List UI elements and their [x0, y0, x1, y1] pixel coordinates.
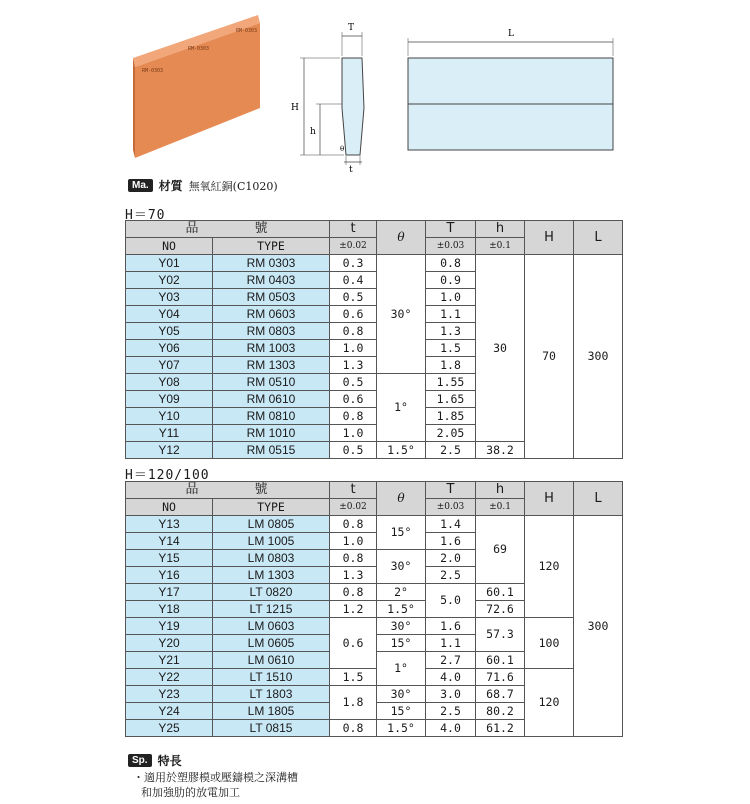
- cell-t: 0.3: [330, 255, 377, 272]
- cell-h: 38.2: [476, 442, 525, 459]
- cell-T: 2.5: [426, 703, 476, 720]
- dim-L-label: L: [508, 29, 514, 39]
- cell-theta: 1.5°: [377, 720, 426, 737]
- cell-t: 0.6: [330, 618, 377, 669]
- cell-no: Y02: [126, 272, 213, 289]
- cell-t: 1.3: [330, 357, 377, 374]
- header-t-tol: ±0.02: [330, 499, 377, 516]
- material-label: 材質: [158, 179, 183, 193]
- cell-theta: 1°: [377, 374, 426, 442]
- header-H: H: [525, 221, 574, 255]
- cell-T: 3.0: [426, 686, 476, 703]
- cell-t: 1.0: [330, 533, 377, 550]
- cell-T: 1.8: [426, 357, 476, 374]
- cell-type: RM 0510: [213, 374, 330, 391]
- cell-t: 1.3: [330, 567, 377, 584]
- cell-type: LT 1510: [213, 669, 330, 686]
- header-pin: 品: [126, 482, 213, 499]
- features-badge: Sp.: [128, 754, 152, 767]
- cell-type: LM 0805: [213, 516, 330, 533]
- cell-type: LM 1303: [213, 567, 330, 584]
- cell-no: Y17: [126, 584, 213, 601]
- header-t-tol: ±0.02: [330, 238, 377, 255]
- cell-T: 2.5: [426, 442, 476, 459]
- cell-T: 0.8: [426, 255, 476, 272]
- header-h: h: [476, 221, 525, 238]
- cell-T: 1.1: [426, 306, 476, 323]
- cell-theta: 15°: [377, 635, 426, 652]
- cell-type: RM 1303: [213, 357, 330, 374]
- cell-no: Y22: [126, 669, 213, 686]
- table-row: [126, 669, 623, 686]
- bar-marking-2: RM-0303: [188, 46, 210, 52]
- cell-type: LM 1005: [213, 533, 330, 550]
- cell-t: 1.8: [330, 686, 377, 720]
- header-type: TYPE: [213, 499, 330, 516]
- section1-heading: H＝70: [125, 208, 166, 223]
- header-T: T: [426, 482, 476, 499]
- cell-T: 2.0: [426, 550, 476, 567]
- cell-t: 0.8: [330, 720, 377, 737]
- cell-type: LM 0603: [213, 618, 330, 635]
- cell-type: RM 0403: [213, 272, 330, 289]
- cell-theta: 1.5°: [377, 442, 426, 459]
- cell-no: Y21: [126, 652, 213, 669]
- bar-marking-3: RM-0303: [236, 28, 258, 34]
- header-T-tol: ±0.03: [426, 238, 476, 255]
- product-illustration: [128, 10, 628, 180]
- cell-no: Y10: [126, 408, 213, 425]
- cell-h: 57.3: [476, 618, 525, 652]
- cell-theta: 30°: [377, 255, 426, 374]
- cell-no: Y07: [126, 357, 213, 374]
- cell-t: 0.8: [330, 550, 377, 567]
- header-type: TYPE: [213, 238, 330, 255]
- cell-T: 4.0: [426, 669, 476, 686]
- header-h-tol: ±0.1: [476, 238, 525, 255]
- header-H: H: [525, 482, 574, 516]
- header-L: L: [574, 221, 623, 255]
- cell-t: 1.0: [330, 340, 377, 357]
- cell-theta: 15°: [377, 516, 426, 550]
- product-figures: [128, 10, 628, 180]
- cell-T: 1.5: [426, 340, 476, 357]
- cell-T: 1.0: [426, 289, 476, 306]
- cell-theta: 30°: [377, 618, 426, 635]
- dim-t-label: t: [349, 165, 353, 175]
- cell-H: 100: [525, 618, 574, 669]
- cell-H: 120: [525, 516, 574, 618]
- cell-no: Y16: [126, 567, 213, 584]
- cell-h: 60.1: [476, 652, 525, 669]
- dim-H-label: H: [291, 103, 299, 113]
- cell-no: Y14: [126, 533, 213, 550]
- cell-type: RM 0515: [213, 442, 330, 459]
- cell-theta: 1.5°: [377, 601, 426, 618]
- cell-type: RM 0803: [213, 323, 330, 340]
- header-theta: θ: [377, 482, 426, 516]
- features-line: [128, 752, 182, 769]
- front-drawing: [408, 29, 613, 150]
- cell-no: Y11: [126, 425, 213, 442]
- cell-no: Y12: [126, 442, 213, 459]
- cell-no: Y25: [126, 720, 213, 737]
- cell-T: 2.7: [426, 652, 476, 669]
- dim-h-label: h: [310, 127, 316, 137]
- cell-no: Y03: [126, 289, 213, 306]
- cell-t: 1.2: [330, 601, 377, 618]
- cell-T: 1.65: [426, 391, 476, 408]
- cell-t: 0.8: [330, 323, 377, 340]
- cell-type: LT 0815: [213, 720, 330, 737]
- cell-T: 1.6: [426, 533, 476, 550]
- cell-t: 0.8: [330, 516, 377, 533]
- header-pin: 品: [126, 221, 213, 238]
- header-t: t: [330, 482, 377, 499]
- cell-T: 1.55: [426, 374, 476, 391]
- header-hao: 號: [213, 221, 330, 238]
- cell-type: RM 0810: [213, 408, 330, 425]
- cell-h: 68.7: [476, 686, 525, 703]
- cell-L: 300: [574, 516, 623, 737]
- cell-theta: 1°: [377, 652, 426, 686]
- cell-H: 70: [525, 255, 574, 459]
- cell-h: 80.2: [476, 703, 525, 720]
- material-line: [128, 177, 278, 194]
- cell-t: 0.6: [330, 306, 377, 323]
- cell-type: LM 0610: [213, 652, 330, 669]
- table-row: [126, 255, 623, 272]
- cell-h: 60.1: [476, 584, 525, 601]
- cell-type: RM 0610: [213, 391, 330, 408]
- cell-h: 69: [476, 516, 525, 584]
- material-badge: Ma.: [128, 179, 153, 192]
- spec-table-h70: [125, 220, 623, 459]
- cell-t: 0.5: [330, 442, 377, 459]
- cell-no: Y13: [126, 516, 213, 533]
- header-L: L: [574, 482, 623, 516]
- cell-T: 1.1: [426, 635, 476, 652]
- cell-h: 30: [476, 255, 525, 442]
- header-h: h: [476, 482, 525, 499]
- profile-drawing: [291, 23, 364, 175]
- dim-T-label: T: [348, 23, 355, 33]
- cell-no: Y18: [126, 601, 213, 618]
- header-h-tol: ±0.1: [476, 499, 525, 516]
- cell-no: Y24: [126, 703, 213, 720]
- header-t: t: [330, 221, 377, 238]
- cell-t: 1.5: [330, 669, 377, 686]
- cell-type: RM 1003: [213, 340, 330, 357]
- section2-heading: H＝120/100: [125, 468, 210, 483]
- cell-no: Y20: [126, 635, 213, 652]
- table-row: [126, 618, 623, 635]
- cell-no: Y09: [126, 391, 213, 408]
- features-line-2: 和加強肋的放電加工: [141, 786, 240, 799]
- cell-t: 0.8: [330, 584, 377, 601]
- bar-marking-1: RM-0303: [142, 68, 164, 74]
- cell-type: LT 1215: [213, 601, 330, 618]
- header-theta: θ: [377, 221, 426, 255]
- cell-type: RM 0303: [213, 255, 330, 272]
- cell-no: Y05: [126, 323, 213, 340]
- cell-no: Y15: [126, 550, 213, 567]
- cell-type: LT 1803: [213, 686, 330, 703]
- cell-no: Y19: [126, 618, 213, 635]
- table-row: [126, 516, 623, 533]
- cell-t: 0.5: [330, 374, 377, 391]
- cell-t: 0.4: [330, 272, 377, 289]
- cell-T: 1.4: [426, 516, 476, 533]
- cell-type: LT 0820: [213, 584, 330, 601]
- cell-no: Y04: [126, 306, 213, 323]
- cell-no: Y06: [126, 340, 213, 357]
- cell-t: 0.6: [330, 391, 377, 408]
- cell-T: 5.0: [426, 584, 476, 618]
- cell-T: 4.0: [426, 720, 476, 737]
- cell-no: Y01: [126, 255, 213, 272]
- spec-table-h120: [125, 481, 623, 737]
- features-label: 特長: [157, 754, 182, 768]
- cell-L: 300: [574, 255, 623, 459]
- cell-theta: 30°: [377, 686, 426, 703]
- cell-theta: 15°: [377, 703, 426, 720]
- header-no: NO: [126, 238, 213, 255]
- cell-H: 120: [525, 669, 574, 737]
- material-value: 無氧紅銅(C1020): [188, 179, 278, 193]
- cell-type: RM 0603: [213, 306, 330, 323]
- cell-theta: 30°: [377, 550, 426, 584]
- cell-t: 1.0: [330, 425, 377, 442]
- cell-no: Y08: [126, 374, 213, 391]
- cell-T: 0.9: [426, 272, 476, 289]
- cell-t: 0.5: [330, 289, 377, 306]
- cell-type: RM 1010: [213, 425, 330, 442]
- header-no: NO: [126, 499, 213, 516]
- cell-type: LM 1805: [213, 703, 330, 720]
- cell-t: 0.8: [330, 408, 377, 425]
- cell-type: LM 0605: [213, 635, 330, 652]
- cell-h: 71.6: [476, 669, 525, 686]
- header-T: T: [426, 221, 476, 238]
- cell-type: LM 0803: [213, 550, 330, 567]
- cell-no: Y23: [126, 686, 213, 703]
- features-line-1: ・適用於塑膠模或壓鑄模之深溝槽: [133, 771, 298, 784]
- cell-T: 2.05: [426, 425, 476, 442]
- features-text: [133, 770, 298, 800]
- cell-T: 1.6: [426, 618, 476, 635]
- cell-T: 1.85: [426, 408, 476, 425]
- cell-h: 61.2: [476, 720, 525, 737]
- cell-h: 72.6: [476, 601, 525, 618]
- cell-T: 1.3: [426, 323, 476, 340]
- cell-theta: 2°: [377, 584, 426, 601]
- header-T-tol: ±0.03: [426, 499, 476, 516]
- header-hao: 號: [213, 482, 330, 499]
- cell-T: 2.5: [426, 567, 476, 584]
- dim-theta-label: θ: [340, 145, 345, 153]
- cell-type: RM 0503: [213, 289, 330, 306]
